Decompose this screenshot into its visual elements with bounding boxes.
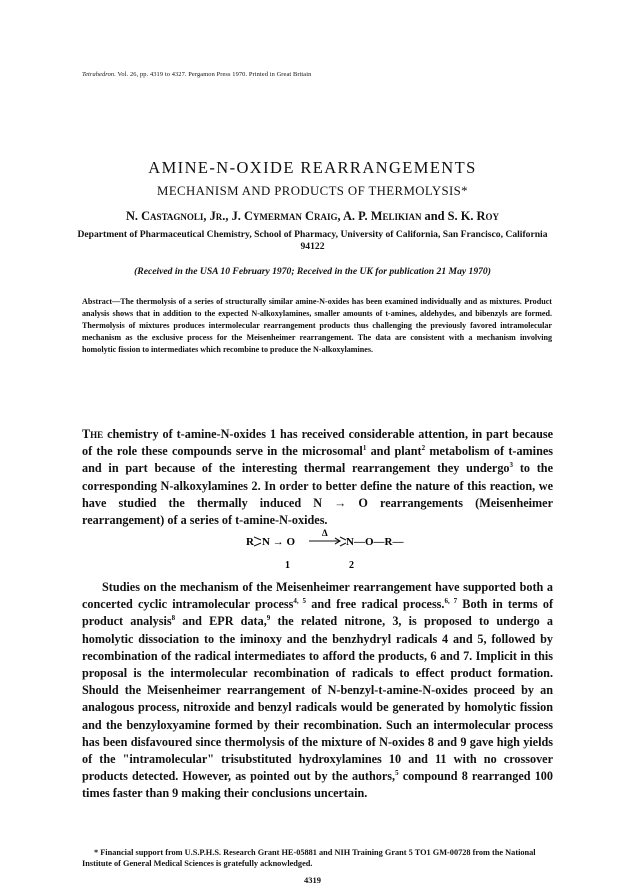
authors-last: S. K. Roy: [447, 209, 500, 223]
mechanism-paragraph: Studies on the mechanism of the Meisenheimer rearrangement have supported both a concerted cyclic intramolecular process$^{4, 5}$ and free radical process.$^{6, 7}$ Both in terms of product analysis$^8$ and EPR data,$^9$ the related nitrone, 3, is proposed to undergo a homolytic dissociation to the iminoxy and the benzhydryl radicals 4 and 5, followed by recombination of the radical intermediates to afford the products, 6 and 7. Implicit in this proposal is the intermolecular recombination of radicals to effect product formation. Should the Meisenheimer rearrangement of N-benzyl-t-amine-N-oxides proceed by an analogous process, nitroxide and benzyl radicals would be generated by homolytic fission and the benzyloxyamine formed by their recombination. Such an intermolecular process has been disfavoured since thermolysis of the mixture of N-oxides 8 and 9 gave high yields of the "intramolecular" trisubstituted hydroxylamines 10 and 11 with no crossover products detected. However, as pointed out by the authors,$^5$ compound 8 rearranged 100 times faster than 9 making their conclusions uncertain.: [82, 580, 554, 801]
affiliation: Department of Pharmaceutical Chemistry, School of Pharmacy, University of California, San Francisco, California 94122: [77, 229, 548, 252]
citation-ref: 3: [509, 461, 514, 470]
citation-ref: 5: [395, 769, 399, 778]
scheme-n-oxide: N → O: [262, 536, 295, 548]
journal-citation: Vol. 26, pp. 4319 to 4327. Pergamon Press 1970. Printed in Great Britain: [117, 71, 312, 78]
compound-ref: 1: [269, 427, 277, 441]
citation-ref: 9: [266, 614, 271, 623]
scheme-alkoxylamine: N—O—R—: [346, 536, 404, 548]
scheme-label-1: 1: [285, 560, 290, 571]
citation-ref: 2: [421, 444, 426, 453]
abstract-label: Abstract: [82, 297, 113, 306]
scheme-r-group: R: [246, 536, 254, 548]
scheme-label-2: 2: [349, 560, 354, 571]
scheme-bond-upper: [254, 537, 261, 540]
citation-ref: 4, 5: [293, 597, 307, 606]
intro-paragraph: The chemistry of t-amine-N-oxides 1 has received considerable attention, in part because of the role these compounds serve in the microsomal$^1$ and plant$^2$ metabolism of t-amines and in part because of the interesting thermal rearrangement they undergo$^3$ to the corresponding N-alkoxylamines 2. In order to better define the nature of this reaction, we have studied the thermally induced N → O rearrangements (Meisenheimer rearrangement) of a series of t-amine-N-oxides.: [82, 427, 554, 528]
received-dates: (Received in the USA 10 February 1970; Received in the UK for publication 21 May 1970): [134, 266, 491, 277]
journal-name: Tetrahedron.: [82, 71, 116, 78]
paragraph-lead: The: [82, 427, 104, 441]
paper-subtitle: MECHANISM AND PRODUCTS OF THERMOLYSIS*: [157, 184, 468, 198]
scheme-heat-symbol: Δ: [322, 528, 328, 538]
scheme-bond-lower: [254, 543, 261, 546]
page-number: 4319: [304, 875, 321, 885]
abstract-text: —The thermolysis of a series of structurally similar amine-N-oxides has been examined individually and as mixtures. Product analysis shows that in addition to the expected N-alkoxylamines, smaller amounts of t-amines, aldehydes, and bibenzyls are formed. Thermolysis of mixtures produces intermolecular rearrangement products thus challenging the previously favored intramolecular mechanism as the exclusive process for the Meisenheimer rearrangement. The data are consistent with a mechanism involving homolytic fission to intermediates which recombine to produce the N-alkoxylamines.: [82, 297, 552, 354]
authors-primary: N. Castagnoli, Jr., J. Cymerman Craig, A. P. Melikian: [125, 209, 422, 223]
citation-ref: 8: [171, 614, 176, 623]
citation-ref: 1: [362, 444, 367, 453]
citation-ref: 6, 7: [444, 597, 458, 606]
compound-ref: 2: [251, 478, 258, 493]
authors-and: and: [421, 209, 448, 223]
paper-title: AMINE-N-OXIDE REARRANGEMENTS: [148, 158, 477, 177]
funding-footnote: * Financial support from U.S.P.H.S. Research Grant HE-05881 and NIH Training Grant 5 TO1 GM-00728 from the National Institute of General Medical Sciences is gratefully acknowledged.: [82, 848, 536, 868]
